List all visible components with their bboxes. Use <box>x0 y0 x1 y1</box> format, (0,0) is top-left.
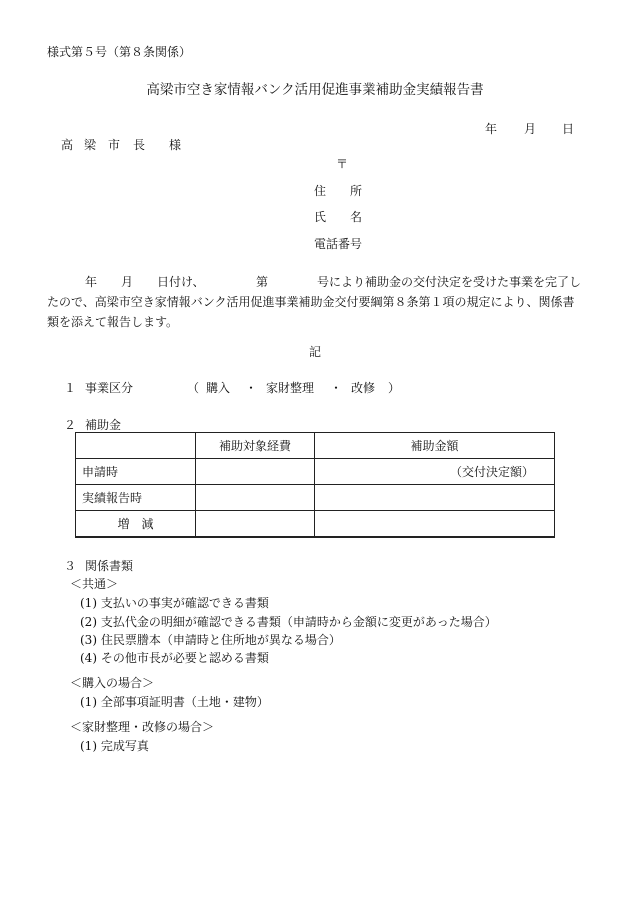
section-3-number: ３ <box>64 559 77 573</box>
option-separator-2: ・ <box>330 381 343 395</box>
table-row <box>76 485 555 511</box>
addressee-char-4: 長 <box>133 138 146 152</box>
addressee-honorific: 様 <box>169 138 182 152</box>
common-item-4: (4) その他市長が必要と認める書類 <box>80 651 269 665</box>
form-number: 様式第５号（第８条関係） <box>47 45 192 59</box>
body-month: 月 <box>121 275 134 289</box>
addressee-char-3: 市 <box>108 138 121 152</box>
cost-cell-report[interactable] <box>196 485 315 511</box>
row-label-report: 実績報告時 <box>76 485 196 511</box>
phone-label: 電話番号 <box>314 237 363 251</box>
body-line-3: 類を添えて報告します。 <box>47 315 179 329</box>
table-header-cost: 補助対象経費 <box>196 433 315 459</box>
row-label-change: 増 減 <box>76 511 196 538</box>
table-header-amount: 補助金額 <box>315 433 555 459</box>
name-label-1: 氏 <box>314 210 327 224</box>
body-dai: 第 <box>256 275 269 289</box>
grant-table <box>75 432 555 538</box>
date-month-label: 月 <box>524 122 537 136</box>
body-dated: 日付け、 <box>157 275 205 289</box>
purchase-item-1: (1) 全部事項証明書（土地・建物） <box>80 695 269 709</box>
section-2-label: 補助金 <box>85 418 122 432</box>
date-day-label: 日 <box>562 122 575 136</box>
section-2-number: ２ <box>64 418 77 432</box>
cost-cell-change[interactable] <box>196 511 315 538</box>
renovation-item-1: (1) 完成写真 <box>80 739 149 753</box>
cost-cell-application[interactable] <box>196 459 315 485</box>
body-line-2: たので、高梁市空き家情報バンク活用促進事業補助金交付要綱第８条第１項の規定により、関係書 <box>47 295 575 309</box>
section-1-label: 事業区分 <box>85 381 134 395</box>
table-row <box>76 459 555 485</box>
table-header-blank <box>76 433 196 459</box>
body-year: 年 <box>85 275 98 289</box>
section-1-number: １ <box>64 381 77 395</box>
section-3-label: 関係書類 <box>85 559 134 573</box>
amount-cell-change[interactable] <box>315 511 555 538</box>
renovation-heading: ＜家財整理・改修の場合＞ <box>70 720 215 734</box>
address-label-2: 所 <box>350 184 363 198</box>
table-header-row <box>76 433 555 459</box>
common-item-2: (2) 支払代金の明細が確認できる書類（申請時から金額に変更があった場合） <box>80 615 497 629</box>
addressee-char-1: 高 <box>61 138 74 152</box>
address-label-1: 住 <box>314 184 327 198</box>
amount-cell-report[interactable] <box>315 485 555 511</box>
ki-heading: 記 <box>308 345 321 359</box>
addressee-char-2: 梁 <box>84 138 97 152</box>
name-label-2: 名 <box>350 210 363 224</box>
common-item-1: (1) 支払いの事実が確認できる書類 <box>80 596 269 610</box>
option-renovation: 改修 <box>351 381 376 395</box>
row-label-application: 申請時 <box>76 459 196 485</box>
option-purchase: 購入 <box>206 381 231 395</box>
body-line1-rest: 号により補助金の交付決定を受けた事業を完了し <box>317 275 582 289</box>
table-row <box>76 511 555 538</box>
section-1-close-paren: ） <box>388 381 401 395</box>
common-heading: ＜共通＞ <box>70 577 119 591</box>
option-separator-1: ・ <box>245 381 258 395</box>
option-household-goods: 家財整理 <box>266 381 315 395</box>
postal-mark: 〒 <box>336 157 349 171</box>
date-year-label: 年 <box>485 122 498 136</box>
section-1-open-paren: （ <box>187 381 200 395</box>
common-item-3: (3) 住民票謄本（申請時と住所地が異なる場合） <box>80 633 341 647</box>
purchase-heading: ＜購入の場合＞ <box>70 676 155 690</box>
amount-cell-application[interactable]: （交付決定額） <box>315 459 555 485</box>
page-title: 高梁市空き家情報バンク活用促進事業補助金実績報告書 <box>146 82 484 98</box>
